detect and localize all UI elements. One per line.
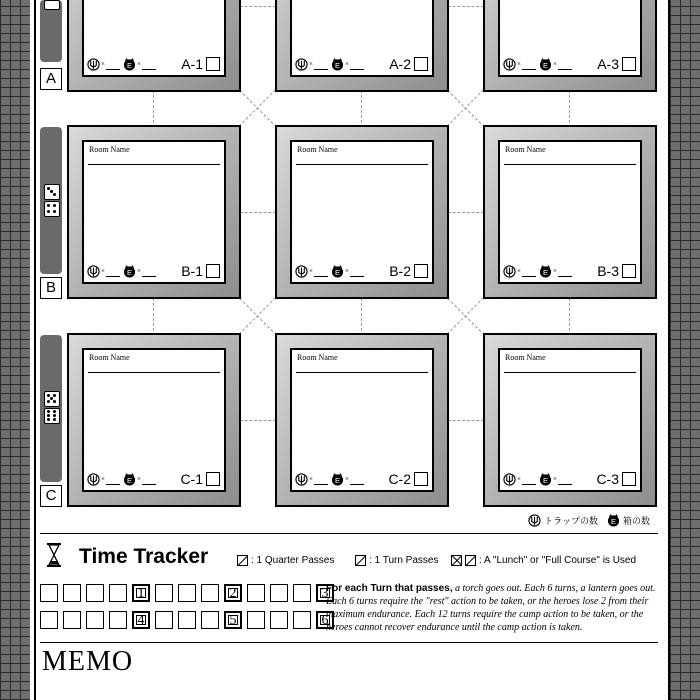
- tracker-box[interactable]: [63, 584, 81, 602]
- trap-count-blank[interactable]: [106, 266, 120, 277]
- tracker-box[interactable]: [201, 611, 219, 629]
- tracker-box-numbered[interactable]: 5: [224, 611, 242, 629]
- room-code: C-2: [388, 471, 411, 487]
- room-name-label: Room Name: [297, 353, 338, 362]
- key-lunch: [451, 555, 636, 566]
- room-tile-c-3: Room Name × E × C-3: [483, 333, 657, 507]
- svg-text:E: E: [126, 60, 132, 70]
- chest-count-blank[interactable]: [350, 266, 364, 277]
- legend-chest-label: 箱の数: [622, 517, 650, 527]
- trap-icon: [528, 514, 541, 527]
- svg-text:E: E: [334, 475, 340, 485]
- connector: [361, 90, 362, 128]
- room-name-field[interactable]: [88, 164, 220, 165]
- tracker-box[interactable]: [178, 611, 196, 629]
- tracker-box[interactable]: [40, 584, 58, 602]
- trap-count-blank[interactable]: [314, 266, 328, 277]
- room-code: A-3: [597, 56, 619, 72]
- right-brick-border: [670, 0, 700, 700]
- trap-icon: [87, 473, 100, 486]
- room-code: B-2: [389, 263, 411, 279]
- tracker-box-numbered[interactable]: 4: [132, 611, 150, 629]
- tracker-row-2: [40, 611, 339, 629]
- trap-count-blank[interactable]: [106, 59, 120, 70]
- chest-count-blank[interactable]: [142, 59, 156, 70]
- dice-icon: [44, 408, 60, 424]
- icon-legend: [528, 514, 650, 527]
- room-tile-a-3: × E × A-3: [483, 0, 657, 92]
- room-tile-a-2: × E × A-2: [275, 0, 449, 92]
- chest-count-blank[interactable]: [142, 474, 156, 485]
- tracker-box[interactable]: [109, 611, 127, 629]
- chest-icon: [331, 265, 344, 278]
- room-checkbox[interactable]: [622, 472, 636, 486]
- trap-icon: [295, 473, 308, 486]
- room-tile-a-1: × E × A-1: [67, 0, 241, 92]
- room-checkbox[interactable]: [414, 57, 428, 71]
- key-turn-text: : 1 Turn Passes: [369, 555, 439, 566]
- trap-count-blank[interactable]: [522, 266, 536, 277]
- rules-body: a torch goes out. Each 6 turns, a lantern goes out. Each 6 turns require the "rest" action to be taken, or the heroes lose 2 from their maximum endurance. Each 12 turns require the camp action to be taken, or the heroes cannot recover endurance until the camp action is taken.: [326, 583, 656, 633]
- room-name-label: Room Name: [297, 145, 338, 154]
- chest-icon: [331, 473, 344, 486]
- trap-icon: [295, 58, 308, 71]
- trap-count-blank[interactable]: [522, 474, 536, 485]
- room-code: C-1: [180, 471, 203, 487]
- trap-icon: [503, 265, 516, 278]
- key-quarter-text: : 1 Quarter Passes: [251, 555, 335, 566]
- trap-icon: [87, 265, 100, 278]
- connector: [569, 90, 570, 128]
- chest-icon: [123, 473, 136, 486]
- tracker-box[interactable]: [86, 584, 104, 602]
- room-tile-c-1: Room Name × E × C-1: [67, 333, 241, 507]
- trap-icon: [503, 473, 516, 486]
- trap-count-blank[interactable]: [522, 59, 536, 70]
- tracker-box[interactable]: [155, 584, 173, 602]
- tracker-box[interactable]: [63, 611, 81, 629]
- chest-count-blank[interactable]: [350, 59, 364, 70]
- chest-icon: [539, 473, 552, 486]
- svg-text:E: E: [542, 60, 548, 70]
- room-name-field[interactable]: [504, 164, 636, 165]
- room-code: A-2: [389, 56, 411, 72]
- quarter-mark-icon: [237, 555, 248, 566]
- connector: [361, 298, 362, 336]
- room-name-field[interactable]: [296, 164, 428, 165]
- dice-icon: [44, 0, 60, 10]
- trap-icon: [503, 58, 516, 71]
- room-checkbox[interactable]: [414, 264, 428, 278]
- legend-trap-label: トラップの数: [544, 517, 598, 527]
- room-code: A-1: [181, 56, 203, 72]
- dice-icon: [44, 391, 60, 407]
- tracker-box[interactable]: [201, 584, 219, 602]
- room-code: B-1: [181, 263, 203, 279]
- room-tile-c-2: Room Name × E × C-2: [275, 333, 449, 507]
- tracker-box[interactable]: [247, 611, 265, 629]
- key-quarter: [237, 555, 334, 566]
- key-turn: [355, 555, 438, 566]
- connector: [569, 298, 570, 336]
- room-code: B-3: [597, 263, 619, 279]
- tracker-row-1: [40, 584, 339, 602]
- row-label-a: A: [40, 68, 62, 90]
- trap-count-blank[interactable]: [314, 474, 328, 485]
- row-label-c: C: [40, 485, 62, 507]
- dice-icon: [44, 201, 60, 217]
- tracker-box[interactable]: [155, 611, 173, 629]
- chest-count-blank[interactable]: [558, 59, 572, 70]
- svg-text:E: E: [334, 267, 340, 277]
- time-tracker-title: Time Tracker: [79, 545, 209, 568]
- key-lunch-text: : A "Lunch" or "Full Course" is Used: [479, 555, 637, 566]
- chest-count-blank[interactable]: [142, 266, 156, 277]
- tracker-box[interactable]: [270, 584, 288, 602]
- divider: [40, 533, 658, 534]
- room-name-label: Room Name: [89, 353, 130, 362]
- room-checkbox[interactable]: [206, 264, 220, 278]
- svg-text:E: E: [334, 60, 340, 70]
- room-tile-b-3: Room Name × E × B-3: [483, 125, 657, 299]
- hourglass-icon: [46, 543, 62, 567]
- chest-icon: [123, 58, 136, 71]
- room-checkbox[interactable]: [206, 57, 220, 71]
- tracker-box[interactable]: [293, 584, 311, 602]
- tracker-box[interactable]: [86, 611, 104, 629]
- room-checkbox[interactable]: [414, 472, 428, 486]
- room-checkbox[interactable]: [622, 264, 636, 278]
- connector: [153, 90, 154, 128]
- chest-icon: [123, 265, 136, 278]
- left-brick-border: [0, 0, 30, 700]
- chest-icon: [331, 58, 344, 71]
- room-code: C-3: [596, 471, 619, 487]
- trap-count-blank[interactable]: [314, 59, 328, 70]
- svg-text:E: E: [542, 267, 548, 277]
- connector: [448, 420, 484, 421]
- chest-count-blank[interactable]: [558, 266, 572, 277]
- connector: [448, 212, 484, 213]
- trap-count-blank[interactable]: [106, 474, 120, 485]
- tracker-box-numbered[interactable]: 1: [132, 584, 150, 602]
- connector: [448, 6, 484, 7]
- room-name-field[interactable]: [296, 372, 428, 373]
- memo-title: MEMO: [42, 646, 134, 677]
- room-name-field[interactable]: [504, 372, 636, 373]
- connector: [240, 6, 276, 7]
- tracker-box[interactable]: [247, 584, 265, 602]
- room-checkbox[interactable]: [622, 57, 636, 71]
- rules-bold: For each Turn that passes,: [326, 583, 453, 594]
- tracker-box[interactable]: [40, 611, 58, 629]
- room-tile-b-1: Room Name × E × B-1: [67, 125, 241, 299]
- svg-text:E: E: [542, 475, 548, 485]
- room-name-label: Room Name: [89, 145, 130, 154]
- trap-icon: [295, 265, 308, 278]
- trap-icon: [87, 58, 100, 71]
- chest-count-blank[interactable]: [558, 474, 572, 485]
- tracker-box-numbered[interactable]: 2: [224, 584, 242, 602]
- tracker-box-numbered[interactable]: 3: [316, 584, 334, 602]
- tracker-box-numbered[interactable]: 6: [316, 611, 334, 629]
- connector: [240, 212, 276, 213]
- svg-text:E: E: [126, 475, 132, 485]
- row-label-b: B: [40, 277, 62, 299]
- turn-mark-icon: [465, 555, 476, 566]
- connector: [240, 420, 276, 421]
- chest-icon: [539, 265, 552, 278]
- cross-mark-icon: [451, 555, 462, 566]
- tracker-box[interactable]: [293, 611, 311, 629]
- chest-icon: [539, 58, 552, 71]
- room-checkbox[interactable]: [206, 472, 220, 486]
- tracker-box[interactable]: [109, 584, 127, 602]
- divider: [40, 642, 658, 643]
- room-tile-b-2: Room Name × E × B-2: [275, 125, 449, 299]
- turn-mark-icon: [355, 555, 366, 566]
- tracker-box[interactable]: [178, 584, 196, 602]
- chest-count-blank[interactable]: [350, 474, 364, 485]
- room-name-field[interactable]: [88, 372, 220, 373]
- time-rules-text: [326, 582, 656, 634]
- tracker-box[interactable]: [270, 611, 288, 629]
- svg-text:E: E: [126, 267, 132, 277]
- dice-icon: [44, 184, 60, 200]
- chest-icon: [607, 514, 620, 527]
- svg-text:E: E: [611, 516, 616, 526]
- room-name-label: Room Name: [505, 145, 546, 154]
- connector: [153, 298, 154, 336]
- room-name-label: Room Name: [505, 353, 546, 362]
